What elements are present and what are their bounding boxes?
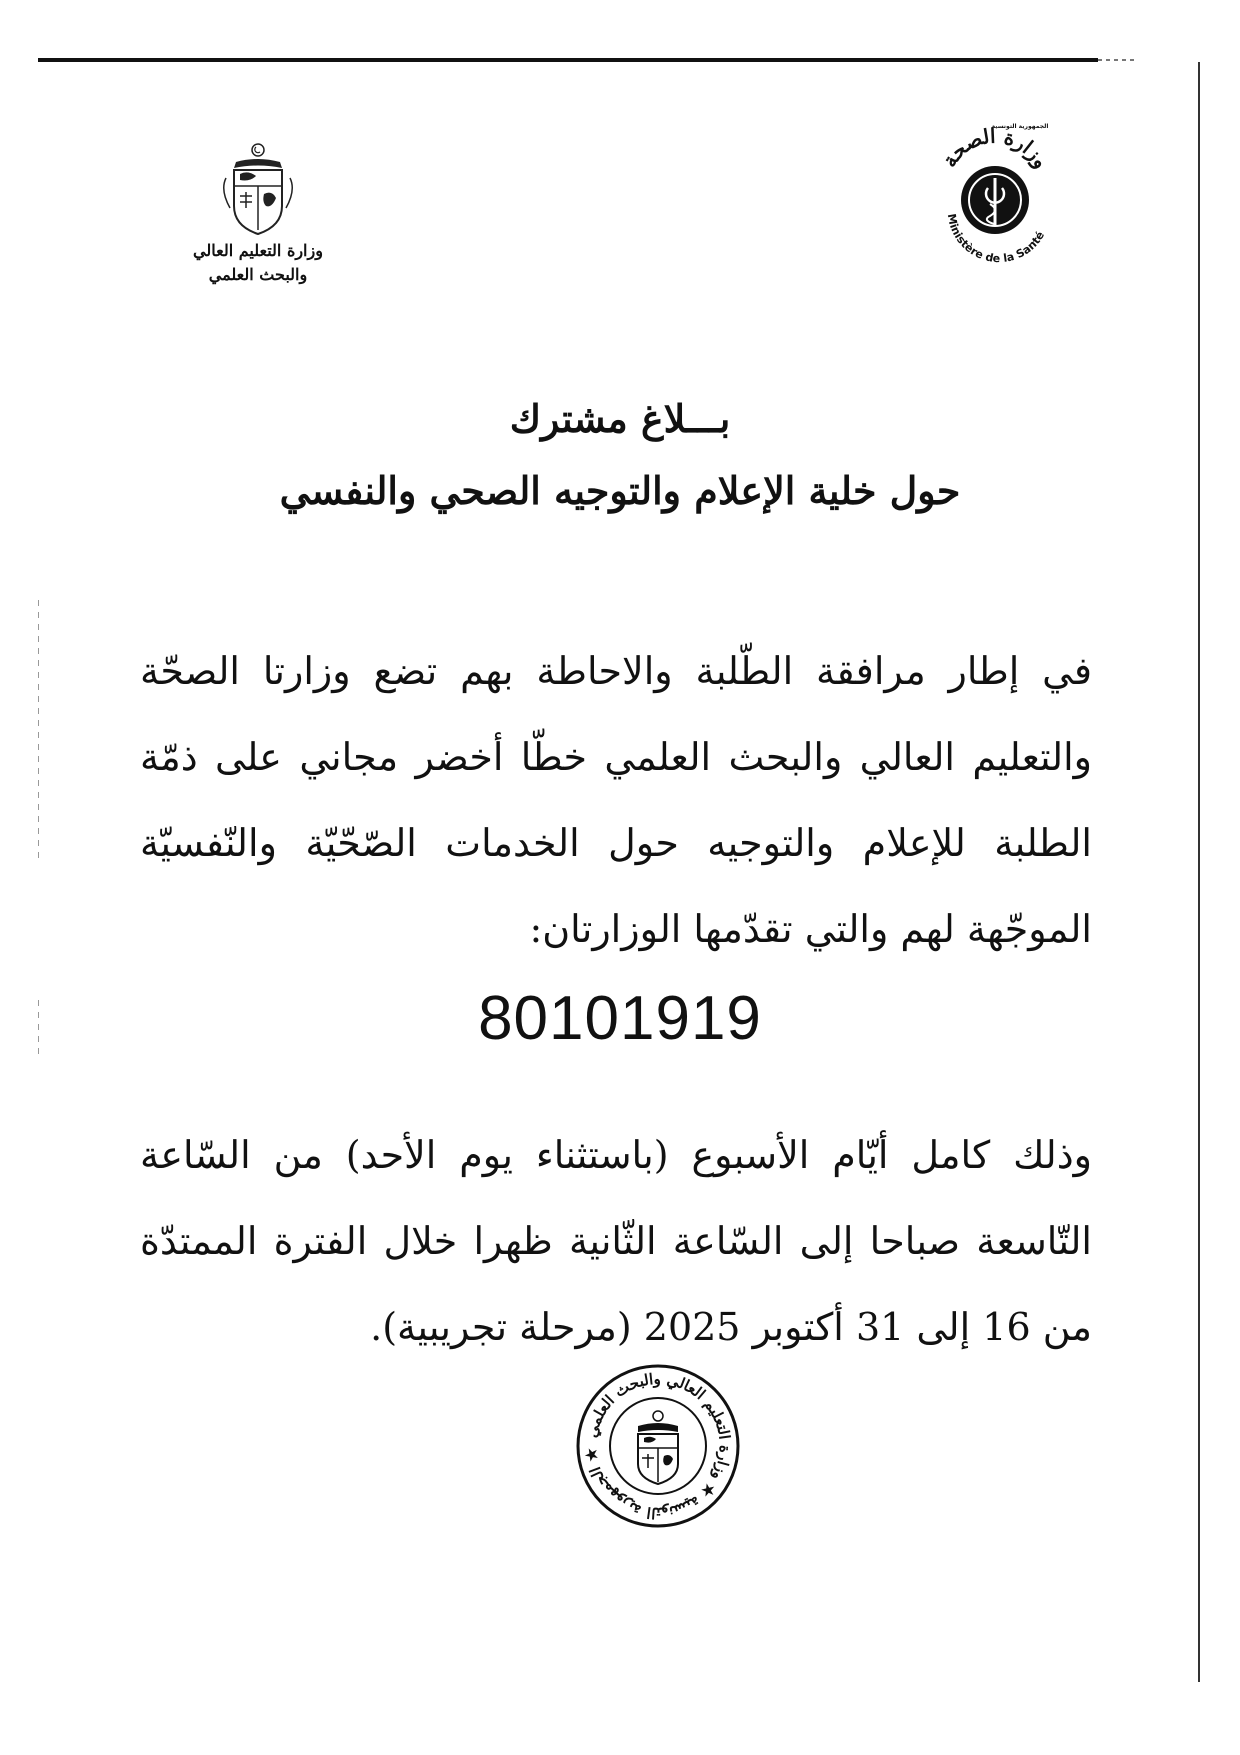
ministry-of-health-logo (920, 118, 1070, 268)
official-stamp (574, 1362, 742, 1530)
body-paragraph-2: وذلك كامل أيّام الأسبوع (باستثناء يوم الأحد) من السّاعة التّاسعة صباحا إلى السّاعة الثّانية ظهرا خلال الفترة الممتدّة من 16 إلى 31 أكتوبر 2025 (مرحلة تجريبية). (140, 1133, 1092, 1349)
title-line-1: بـــلاغ مشترك (509, 396, 731, 441)
svg-text:الجمهورية التونسية ★ وزارة الت: الجمهورية التونسية ★ وزارة التعليم العالي والبحث العلمي ★ (581, 1369, 735, 1523)
svg-text:والبحث العلمي: والبحث العلمي (208, 265, 308, 284)
higher-education-logo-text: وزارة التعليم العالي (193, 241, 323, 260)
green-line-phone-number: 80101919 (478, 984, 762, 1053)
title-line-2: حول خلية الإعلام والتوجيه الصحي والنفسي (279, 468, 961, 513)
left-scan-edge (38, 600, 39, 860)
right-scan-edge (1198, 62, 1200, 1682)
body-paragraph-1: في إطار مرافقة الطّلبة والاحاطة بهم تضع وزارتا الصحّة والتعليم العالي والبحث العلمي خطّا أخضر مجاني على ذمّة الطلبة للإعلام والتوجيه حول الخدمات الصّحّيّة والنّفسيّة الموجّهة لهم والتي تقدّمها الوزارتان: (140, 649, 1092, 951)
svg-text:الجمهورية التونسية: الجمهورية التونسية (991, 123, 1049, 130)
top-rule-tail (1098, 59, 1138, 61)
ministry-of-health-emblem-icon (961, 166, 1029, 234)
announcement-title (120, 396, 1120, 513)
tunisia-coat-of-arms-icon (224, 144, 293, 234)
higher-education-logo (168, 138, 348, 298)
left-scan-edge (38, 1000, 39, 1060)
svg-text:وزارة الصحة: وزارة الصحة (937, 123, 1054, 173)
official-seal-icon (638, 1411, 678, 1484)
top-rule (38, 58, 1098, 62)
svg-text:Ministère de la Santé: Ministère de la Santé (944, 212, 1048, 266)
